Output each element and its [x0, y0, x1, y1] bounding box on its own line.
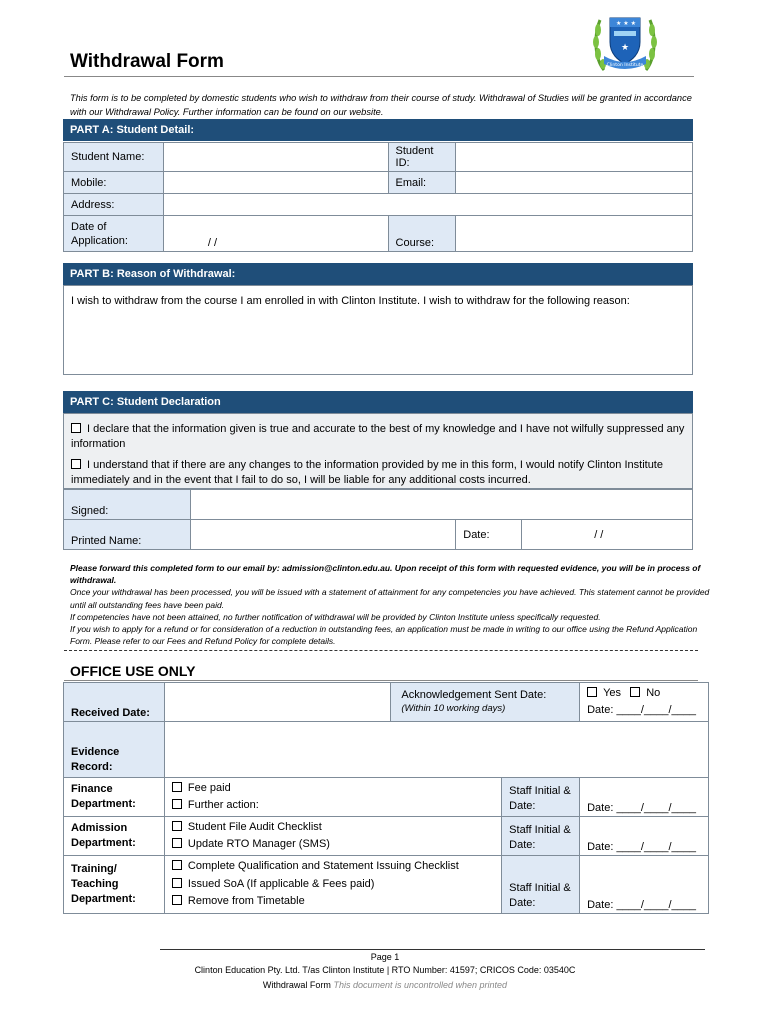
- no-label: No: [646, 687, 661, 699]
- office-use-table: [63, 682, 709, 914]
- training-date-field[interactable]: Date: ____/____/____: [580, 856, 709, 914]
- page-title: Withdrawal Form: [70, 51, 224, 72]
- student-id-field[interactable]: [456, 143, 693, 172]
- address-field[interactable]: [163, 194, 692, 216]
- training-options: [164, 856, 501, 914]
- office-divider: [64, 680, 698, 681]
- update-rto-checkbox[interactable]: [172, 838, 182, 848]
- received-date-label: Received Date:: [64, 683, 165, 722]
- no-checkbox[interactable]: [630, 687, 640, 697]
- remove-timetable-label: Remove from Timetable: [187, 895, 305, 907]
- finance-options: [164, 778, 501, 817]
- declaration-1: [71, 422, 685, 451]
- notes-section: [70, 562, 710, 647]
- notes-line-2: If competencies have not been attained, no further notification of withdrawal will be provided by Clinton Institute unless specifically requested.: [70, 611, 601, 622]
- student-name-field[interactable]: [163, 143, 388, 172]
- student-id-label: Student ID:: [388, 143, 456, 172]
- part-a-heading: PART A: Student Detail:: [63, 119, 693, 141]
- printed-name-label: Printed Name:: [64, 520, 191, 550]
- declaration-2: [71, 458, 685, 487]
- complete-qual-label: Complete Qualification and Statement Issuing Checklist: [187, 860, 459, 872]
- footer-document-note: [0, 980, 770, 990]
- further-action-label: Further action:: [187, 799, 259, 811]
- signature-table: [63, 489, 693, 550]
- ack-sent-label: Acknowledgement Sent Date:: [401, 689, 547, 701]
- mobile-label: Mobile:: [64, 172, 164, 194]
- signed-label: Signed:: [64, 490, 191, 520]
- declaration-1-text: I declare that the information given is true and accurate to the best of my knowledge and I have not wilfully suppressed any information: [71, 423, 685, 450]
- page-number: Page 1: [370, 952, 400, 962]
- svg-text:★: ★: [620, 43, 630, 53]
- audit-checklist-checkbox[interactable]: [172, 821, 182, 831]
- yes-label: Yes: [603, 687, 622, 699]
- training-staff-initial-label: Staff Initial & Date:: [502, 856, 580, 914]
- declaration-1-checkbox[interactable]: [71, 423, 81, 433]
- notes-email-instruction: Please forward this completed form to our email by: admission@clinton.edu.au. Upon receipt of this form with requested evidence, you will be in process of withdrawal.: [70, 563, 701, 586]
- date-field[interactable]: / /: [522, 520, 693, 550]
- admission-staff-initial-label: Staff Initial & Date:: [502, 817, 580, 856]
- course-field[interactable]: [456, 216, 693, 252]
- declaration-2-checkbox[interactable]: [71, 459, 81, 469]
- remove-timetable-checkbox[interactable]: [172, 895, 182, 905]
- student-name-label: Student Name:: [64, 143, 164, 172]
- title-divider: [64, 76, 694, 77]
- finance-date-field[interactable]: Date: ____/____/____: [580, 778, 709, 817]
- admission-options: [164, 817, 501, 856]
- student-detail-table: [63, 142, 693, 252]
- ack-yes-no-cell: [580, 683, 709, 722]
- institute-logo-icon: [590, 10, 660, 76]
- fee-paid-checkbox[interactable]: [172, 782, 182, 792]
- office-use-title: OFFICE USE ONLY: [70, 663, 196, 679]
- part-c-heading: PART C: Student Declaration: [63, 391, 693, 413]
- notes-line-3: If you wish to apply for a refund or for consideration of a reduction in outstanding fees, an application must be made in writing to our office using the Refund Application Form. Please refer to our Fees and Refund Policy for complete details.: [70, 624, 698, 647]
- logo-text: Clinton Institute: [606, 63, 644, 68]
- complete-qual-checkbox[interactable]: [172, 860, 182, 870]
- footer-divider: [160, 949, 705, 950]
- declaration-box: [63, 413, 693, 489]
- audit-checklist-label: Student File Audit Checklist: [187, 821, 322, 833]
- email-field[interactable]: [456, 172, 693, 194]
- yes-checkbox[interactable]: [587, 687, 597, 697]
- reason-of-withdrawal-box[interactable]: [63, 285, 693, 375]
- admission-department-label: Admission Department:: [64, 817, 165, 856]
- reason-text: I wish to withdraw from the course I am enrolled in with Clinton Institute. I wish to withdraw for the following reason:: [71, 295, 630, 307]
- date-label: Date:: [456, 520, 522, 550]
- further-action-checkbox[interactable]: [172, 799, 182, 809]
- update-rto-label: Update RTO Manager (SMS): [187, 838, 330, 850]
- intro-text: This form is to be completed by domestic students who wish to withdraw from their course of study. Withdrawal of Studies will be granted in accordance with our Withdrawal Policy. Further information can be found on our website.: [70, 93, 692, 117]
- svg-text:★ ★ ★: ★ ★ ★: [616, 20, 636, 27]
- date-of-application-field[interactable]: / /: [163, 216, 388, 252]
- evidence-record-field[interactable]: [164, 722, 708, 778]
- printed-name-field[interactable]: [190, 520, 455, 550]
- footer-doc-name: Withdrawal Form: [262, 980, 331, 990]
- date-of-application-label: Date of Application:: [64, 216, 164, 252]
- ack-note: (Within 10 working days): [401, 703, 506, 714]
- course-label: Course:: [388, 216, 456, 252]
- issued-soa-checkbox[interactable]: [172, 878, 182, 888]
- ack-sent-cell: [391, 683, 580, 722]
- admission-date-field[interactable]: Date: ____/____/____: [580, 817, 709, 856]
- declaration-2-text: I understand that if there are any changes to the information provided by me in this form, I would notify Clinton Institute immediately and in the event that I fail to do so, I will be liable for any additional costs incurred.: [71, 459, 663, 486]
- issued-soa-label: Issued SoA (If applicable & Fees paid): [187, 877, 375, 890]
- mobile-field[interactable]: [163, 172, 388, 194]
- address-label: Address:: [64, 194, 164, 216]
- finance-department-label: Finance Department:: [64, 778, 165, 817]
- ack-date-field[interactable]: Date: ____/____/____: [587, 704, 696, 716]
- evidence-record-label: Evidence Record:: [64, 722, 165, 778]
- fee-paid-label: Fee paid: [187, 782, 231, 794]
- training-department-label: Training/ Teaching Department:: [64, 856, 165, 914]
- dashed-divider: [64, 650, 698, 651]
- received-date-field[interactable]: [164, 683, 390, 722]
- part-b-heading: PART B: Reason of Withdrawal:: [63, 263, 693, 285]
- email-label: Email:: [388, 172, 456, 194]
- signed-field[interactable]: [190, 490, 692, 520]
- footer-company: Clinton Education Pty. Ltd. T/as Clinton Institute | RTO Number: 41597; CRICOS Code: 03540C: [194, 965, 576, 975]
- footer-uncontrolled: This document is uncontrolled when printed: [333, 980, 508, 990]
- notes-line-1: Once your withdrawal has been processed, you will be issued with a statement of attainment for any competencies you have achieved. This statement cannot be provided until all outstanding fees have been paid.: [70, 587, 710, 610]
- finance-staff-initial-label: Staff Initial & Date:: [502, 778, 580, 817]
